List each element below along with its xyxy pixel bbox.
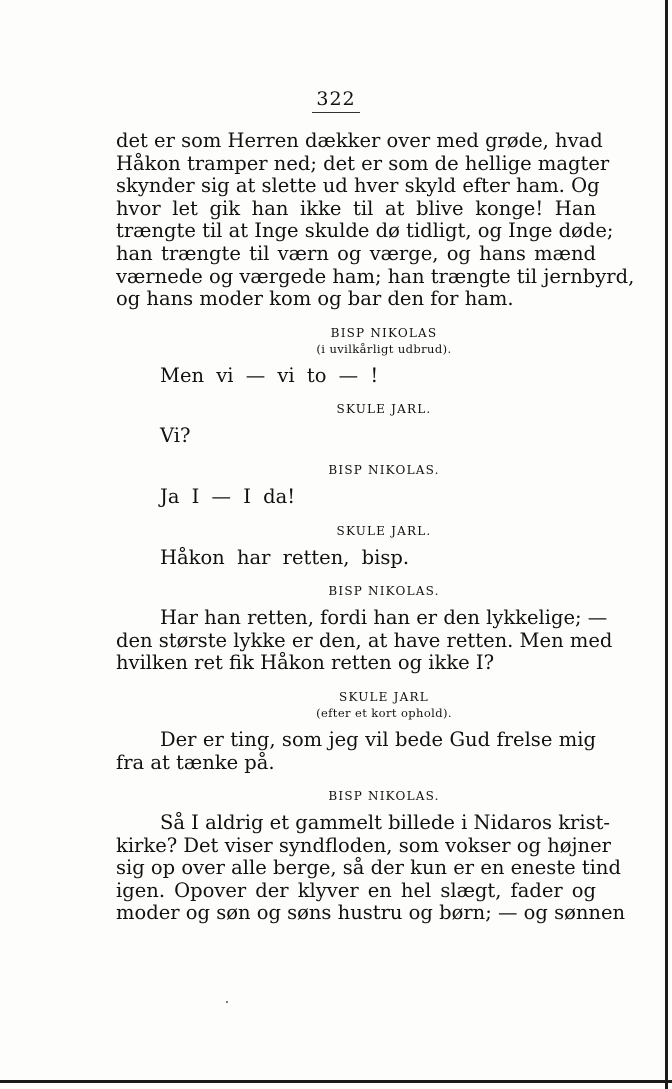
dialogue-line: igen. Opover der klyver en hel slægt, fader og bbox=[116, 878, 596, 902]
text-line: og hans moder kom og bar den for ham. bbox=[116, 287, 514, 311]
dialogue-line: Der er ting, som jeg vil bede Gud frelse mig bbox=[160, 727, 596, 751]
dialogue-line: kirke? Det viser syndfloden, som vokser og højner bbox=[116, 833, 611, 857]
print-speck bbox=[226, 1001, 228, 1003]
speech-block-opening bbox=[116, 129, 635, 311]
text-line: skynder sig at slette ud hver skyld efter ham. Og bbox=[116, 174, 600, 198]
speaker-name: SKULE JARL. bbox=[336, 523, 432, 538]
dialogue-line: Håkon har retten, bisp. bbox=[160, 545, 410, 569]
speaker-name: SKULE JARL. bbox=[336, 402, 432, 417]
page-edge-right bbox=[665, 0, 668, 1089]
page-edge-bottom bbox=[0, 1080, 672, 1083]
text-line: værnede og værgede ham; han trængte til jernbyrd, bbox=[116, 264, 635, 288]
page-number bbox=[0, 88, 672, 113]
text-line: hvor let gik han ikke til at blive konge! Han bbox=[116, 196, 596, 220]
dialogue-line: sig op over alle berge, så der kun er en eneste tind bbox=[116, 856, 621, 880]
speaker-name: BISP NIKOLAS bbox=[330, 325, 438, 340]
text-line: han trængte til værn og værge, og hans mænd bbox=[116, 241, 596, 265]
page-body bbox=[116, 129, 635, 925]
speaker-name: BISP NIKOLAS. bbox=[328, 584, 440, 599]
dialogue-line: den største lykke er den, at have retten. Men med bbox=[116, 628, 613, 652]
speaker-name: SKULE JARL bbox=[339, 689, 429, 704]
stage-direction: (efter et kort ophold). bbox=[316, 705, 452, 720]
text-line: trængte til at Inge skulde dø tidligt, og Inge døde; bbox=[116, 219, 614, 243]
speaker-name: BISP NIKOLAS. bbox=[328, 789, 440, 804]
dialogue-line: hvilken ret fik Håkon retten og ikke I? bbox=[116, 651, 495, 675]
dialogue-line: Vi? bbox=[160, 424, 191, 448]
dialogue-line: Men vi — vi to — ! bbox=[160, 363, 379, 387]
page-number-text: 322 bbox=[312, 88, 359, 113]
dialogue-line: fra at tænke på. bbox=[116, 750, 275, 774]
dialogue-line: Har han retten, fordi han er den lykkelige; — bbox=[160, 606, 608, 630]
stage-direction: (i uvilkårligt udbrud). bbox=[316, 341, 452, 356]
text-line: det er som Herren dækker over med grøde, hvad bbox=[116, 129, 603, 152]
speaker-name: BISP NIKOLAS. bbox=[328, 462, 440, 477]
dialogue-line: Ja I — I da! bbox=[160, 484, 296, 508]
dialogue-line: Så I aldrig et gammelt billede i Nidaros krist- bbox=[160, 811, 611, 835]
text-line: Håkon tramper ned; det er som de hellige magter bbox=[116, 151, 610, 175]
dialogue-line: moder og søn og søns hustru og børn; — og sønnen bbox=[116, 901, 626, 925]
